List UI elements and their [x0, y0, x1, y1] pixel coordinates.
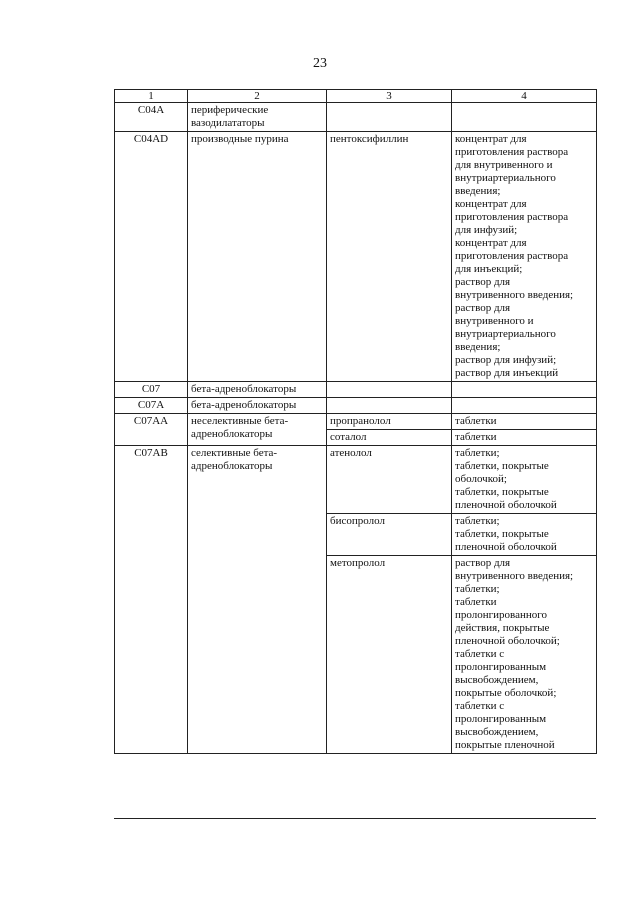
header-row — [115, 90, 597, 103]
drug-name-cell — [327, 103, 452, 132]
dosage-form-cell — [452, 103, 597, 132]
table-row — [115, 103, 597, 132]
drug-name-cell: атенолол — [327, 446, 452, 514]
atc-code-cell: C07AA — [115, 414, 188, 446]
atc-code-cell: C07A — [115, 398, 188, 414]
header-col-2: 2 — [188, 90, 327, 103]
drug-name-cell: соталол — [327, 430, 452, 446]
dosage-form-cell: концентрат для приготовления раствора для внутривенного и внутриартериального введения; концентрат для приготовления раствора для инфузий; концентрат для приготовления раствора для инъекций; раствор для внутривенного введения; раствор для внутривенного и внутриартериального введения; раствор для инфузий; раствор для инъекций — [452, 132, 597, 382]
dosage-form-cell — [452, 382, 597, 398]
table-body — [115, 103, 597, 754]
drug-name-cell: метопролол — [327, 556, 452, 754]
group-name-cell: селективные бета- адреноблокаторы — [188, 446, 327, 754]
drug-name-cell: бисопролол — [327, 514, 452, 556]
dosage-form-cell: таблетки — [452, 414, 597, 430]
atc-code-cell: C04A — [115, 103, 188, 132]
dosage-form-cell: таблетки; таблетки, покрытые пленочной оболочкой — [452, 514, 597, 556]
table-bottom-edge — [114, 818, 596, 819]
header-col-3: 3 — [327, 90, 452, 103]
table-row — [115, 414, 597, 430]
group-name-cell: периферические вазодилататоры — [188, 103, 327, 132]
dosage-form-cell: таблетки; таблетки, покрытые оболочкой; таблетки, покрытые пленочной оболочкой — [452, 446, 597, 514]
group-name-cell: неселективные бета- адреноблокаторы — [188, 414, 327, 446]
dosage-form-cell: таблетки — [452, 430, 597, 446]
drug-name-cell — [327, 382, 452, 398]
drug-classification-table — [114, 89, 597, 754]
group-name-cell: бета-адреноблокаторы — [188, 382, 327, 398]
atc-code-cell: C07 — [115, 382, 188, 398]
header-col-4: 4 — [452, 90, 597, 103]
group-name-cell: производные пурина — [188, 132, 327, 382]
table-row — [115, 382, 597, 398]
table-row — [115, 132, 597, 382]
dosage-form-cell — [452, 398, 597, 414]
atc-code-cell: C04AD — [115, 132, 188, 382]
header-col-1: 1 — [115, 90, 188, 103]
drug-name-cell — [327, 398, 452, 414]
atc-code-cell: C07AB — [115, 446, 188, 754]
table-row — [115, 446, 597, 514]
dosage-form-cell: раствор для внутривенного введения; таблетки; таблетки пролонгированного действия, покрытые пленочной оболочкой; таблетки с пролонгированным высвобождением, покрытые оболочкой; таблетки с пролонгированным высвобождением, покрытые пленочной — [452, 556, 597, 754]
drug-name-cell: пентоксифиллин — [327, 132, 452, 382]
page-number: 23 — [313, 56, 327, 71]
drug-name-cell: пропранолол — [327, 414, 452, 430]
table-row — [115, 398, 597, 414]
group-name-cell: бета-адреноблокаторы — [188, 398, 327, 414]
